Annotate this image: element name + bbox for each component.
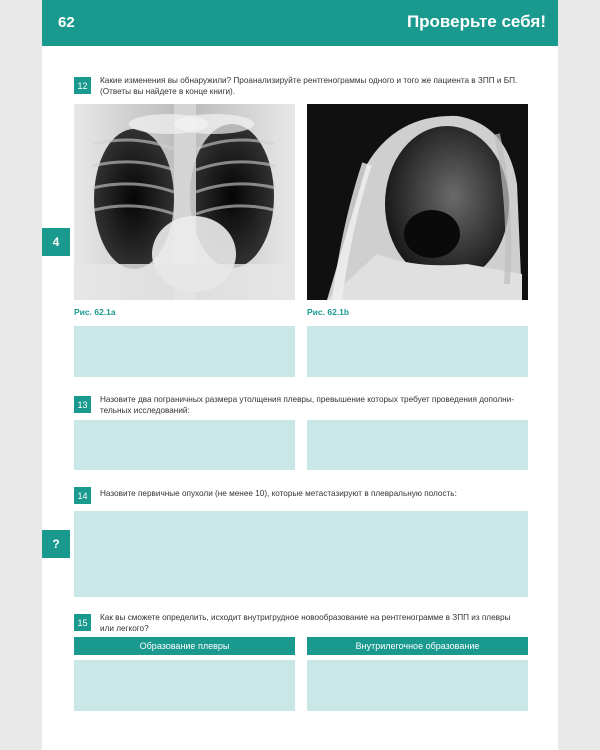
question-15-line-1: Как вы сможете определить, исходит внутригрудное новообразование на рентгенограмме в ЗПП из плевры xyxy=(100,613,511,622)
answer-box-14[interactable] xyxy=(74,511,528,597)
answer-box-12b[interactable] xyxy=(307,326,528,377)
figure-caption-b: Рис. 62.1b xyxy=(307,307,350,317)
question-number-13: 13 xyxy=(74,396,91,413)
page-header xyxy=(42,0,558,46)
answer-box-15a[interactable] xyxy=(74,660,295,711)
figure-caption-a: Рис. 62.1a xyxy=(74,307,116,317)
question-tab[interactable]: ? xyxy=(42,530,70,558)
chest-xray-frontal-image xyxy=(74,104,295,300)
question-14-text xyxy=(100,488,550,499)
question-13-line-1: Назовите два пограничных размера утолщения плевры, превышение которых требует проведения дополни- xyxy=(100,395,514,404)
question-number-14: 14 xyxy=(74,487,91,504)
question-13-text xyxy=(100,394,550,416)
question-14-line-1: Назовите первичные опухоли (не менее 10), которые метастазируют в плевральную полость: xyxy=(100,489,457,498)
question-number-15: 15 xyxy=(74,614,91,631)
answer-box-13a[interactable] xyxy=(74,420,295,470)
question-12-line-1: Какие изменения вы обнаружили? Проанализируйте рентгенограммы одного и того же пациента в ЗПП и БП. xyxy=(100,76,518,85)
workbook-page xyxy=(42,0,558,750)
question-12-text xyxy=(100,75,550,97)
chest-xray-lateral-image xyxy=(307,104,528,300)
question-15-line-2: или легкого? xyxy=(100,624,149,633)
answer-box-13b[interactable] xyxy=(307,420,528,470)
question-15-text xyxy=(100,612,550,634)
chapter-tab[interactable]: 4 xyxy=(42,228,70,256)
page-number: 62 xyxy=(58,14,75,31)
column-header-intrapulmonary: Внутрилегочное образование xyxy=(307,637,528,655)
column-header-pleura: Образование плевры xyxy=(74,637,295,655)
answer-box-15b[interactable] xyxy=(307,660,528,711)
question-13-line-2: тельных исследований: xyxy=(100,406,190,415)
question-12-line-2: (Ответы вы найдете в конце книги). xyxy=(100,87,236,96)
page-title: Проверьте себя! xyxy=(406,12,546,31)
answer-box-12a[interactable] xyxy=(74,326,295,377)
question-number-12: 12 xyxy=(74,77,91,94)
